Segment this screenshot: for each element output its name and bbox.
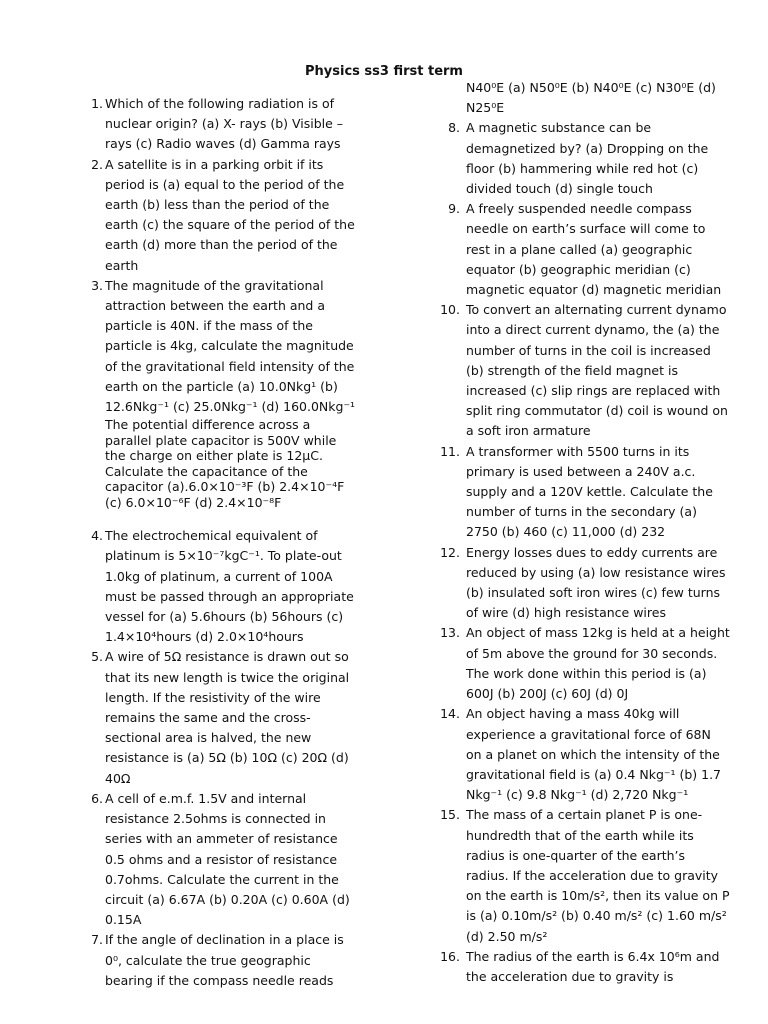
question-text: A freely suspended needle compass needle on earth’s surface will come to rest in a plane called (a) geographic equator (b) geographic meridian (c) magnetic equator (d) magnetic meridian: [466, 201, 722, 298]
question-text: The mass of a certain planet P is one-hundredth that of the earth while its radius is one-quarter of the earth’s radius. If the acceleration due to gravity on the earth is 10m/s², then its value on P is (a) 0.10m/s² (b) 0.40 m/s² (c) 1.60 m/s² (d) 2.50 m/s²: [466, 807, 730, 944]
question-text: A magnetic substance can be demagnetized by? (a) Dropping on the floor (b) hammering while red hot (c) divided touch (d) single touch: [466, 120, 709, 197]
question-number: 2 .: [80, 155, 103, 175]
question-6: [80, 789, 360, 930]
question-text: An object having a mass 40kg will experience a gravitational force of 68N on a planet on which the intensity of the gravitational field is (a) 0.4 Nkg⁻¹ (b) 1.7 Nkg⁻¹ (c) 9.8 Nkg⁻¹ (d) 2,720 Nkg⁻¹: [466, 706, 722, 803]
capacitor-question: The potential difference across a parallel plate capacitor is 500V while the charge on either plate is 12μC. Calculate the capacitance of the capacitor (a).6.0×10⁻³F (b) 2.4×10⁻⁴F (c) 6.0×10⁻⁶F (d) 2.4×10⁻⁸F: [105, 417, 345, 510]
question-8: [440, 118, 730, 199]
question-text: The radius of the earth is 6.4x 10⁶m and the acceleration due to gravity is: [466, 948, 720, 984]
question-13: [440, 623, 730, 704]
question-number: 5 .: [80, 647, 103, 667]
question-16: [440, 947, 730, 987]
right-column: [440, 78, 730, 987]
question-text: A wire of 5Ω resistance is drawn out so that its new length is twice the original length. If the resistivity of the wire remains the same and the cross-sectional area is halved, the new resistance is (a) 5Ω (b) 10Ω (c) 20Ω (d) 40Ω: [105, 649, 350, 786]
question-number: 12 .: [440, 543, 460, 563]
question-5: [80, 647, 360, 788]
question-4: [80, 526, 360, 647]
question-text: A cell of e.m.f. 1.5V and internal resistance 2.5ohms is connected in series with an ammeter of resistance 0.5 ohms and a resistor of resistance 0.7ohms. Calculate the current in the circuit (a) 6.67A (b) 0.20A (c) 0.60A (d) 0.15A: [105, 790, 350, 928]
question-number: 1 .: [80, 94, 103, 114]
question-number: 14 .: [440, 704, 460, 724]
question-number: 8 .: [440, 118, 460, 138]
question-12: [440, 543, 730, 624]
question-text: Energy losses dues to eddy currents are reduced by using (a) low resistance wires (b) insulated soft iron wires (c) few turns of wire (d) high resistance wires: [466, 544, 726, 621]
question-text: The magnitude of the gravitational attraction between the earth and a particle is 40N. if the mass of the particle is 4kg, calculate the magnitude of the gravitational field intensity of the earth on the particle (a) 10.0Nkg¹ (b) 12.6Nkg⁻¹ (c) 25.0Nkg⁻¹ (d) 160.0Nkg⁻¹: [105, 277, 356, 415]
question-15: [440, 805, 730, 946]
question-11: [440, 442, 730, 543]
question-number: 3 .: [80, 276, 103, 296]
question-14: [440, 704, 730, 805]
question-number: 7 .: [80, 930, 103, 950]
question-text: To convert an alternating current dynamo into a direct current dynamo, the (a) the number of turns in the coil is increased (b) strength of the field magnet is increased (c) slip rings are replaced with split ring commutator (d) coil is wound on a soft iron armature: [466, 302, 728, 439]
question-number: 16 .: [440, 947, 460, 967]
question-number: 11 .: [440, 442, 460, 462]
question-10: [440, 300, 730, 441]
question-3: [80, 276, 360, 417]
question-2: [80, 155, 360, 276]
question-number: 9 .: [440, 199, 460, 219]
question-number: 15 .: [440, 805, 460, 825]
question-number: 4 .: [80, 526, 103, 546]
page-title: Physics ss3 first term: [305, 64, 463, 79]
question-number: 13 .: [440, 623, 460, 643]
question-text: The electrochemical equivalent of platinum is 5×10⁻⁷kgC⁻¹. To plate-out 1.0kg of platinum, a current of 100A must be passed through an appropriate vessel for (a) 5.6hours (b) 56hours (c) 1.4×10⁴hours (d) 2.0×10⁴hours: [105, 528, 354, 645]
question-text: If the angle of declination in a place is 0⁰, calculate the true geographic bearing if the compass needle reads: [105, 932, 344, 988]
question-7-continuation: N40⁰E (a) N50⁰E (b) N40⁰E (c) N30⁰E (d) N25⁰E: [466, 80, 716, 116]
left-column: [80, 94, 360, 991]
question-number: 6 .: [80, 789, 103, 809]
question-text: A satellite is in a parking orbit if its period is (a) equal to the period of the earth (b) less than the period of the earth (c) the square of the period of the earth (d) more than the period of the earth: [105, 156, 355, 273]
question-text: An object of mass 12kg is held at a height of 5m above the ground for 30 seconds. The work done within this period is (a) 600J (b) 200J (c) 60J (d) 0J: [466, 625, 730, 702]
question-1: [80, 94, 360, 155]
question-text: A transformer with 5500 turns in its primary is used between a 240V a.c. supply and a 120V kettle. Calculate the number of turns in the secondary (a) 2750 (b) 460 (c) 11,000 (d) 232: [466, 443, 713, 540]
question-text: Which of the following radiation is of nuclear origin? (a) X- rays (b) Visible – rays (c) Radio waves (d) Gamma rays: [105, 96, 344, 152]
question-7: [80, 930, 360, 991]
question-number: 10 .: [440, 300, 460, 320]
question-9: [440, 199, 730, 300]
